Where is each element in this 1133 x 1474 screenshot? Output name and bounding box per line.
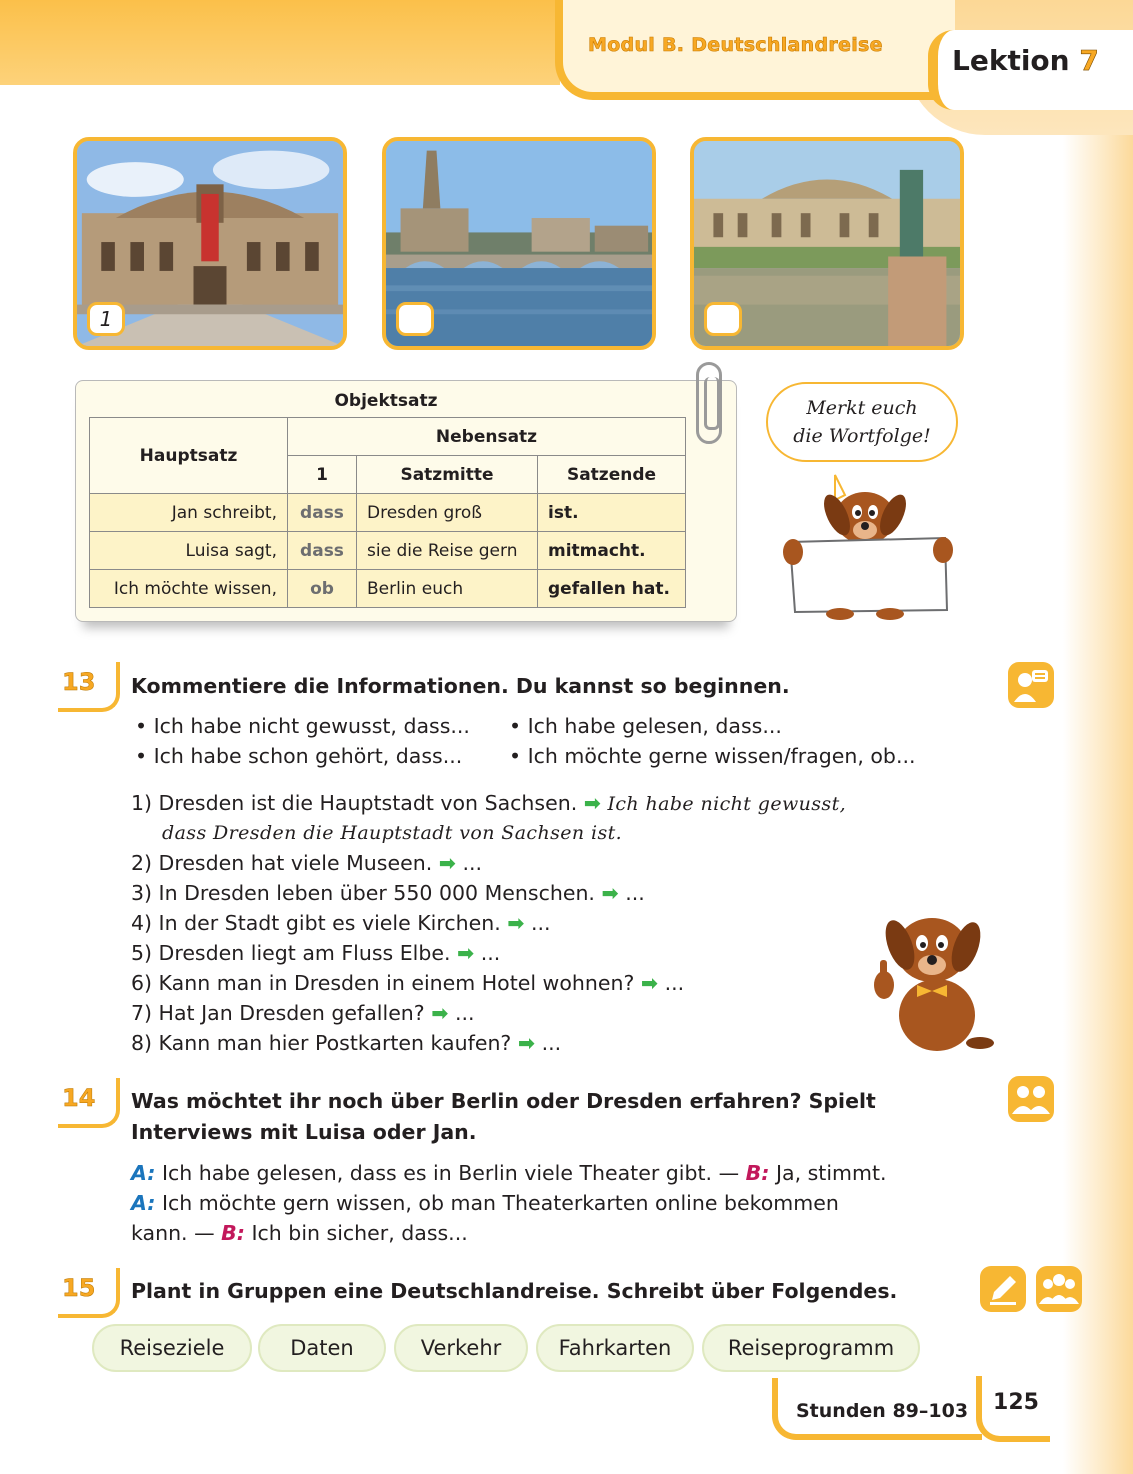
speech-pair-icon[interactable] bbox=[1008, 662, 1054, 708]
tag-fahrkarten: Fahrkarten bbox=[536, 1324, 694, 1372]
item-ellipsis: ... bbox=[454, 1001, 475, 1025]
green-arrow-icon: ➡ bbox=[601, 881, 619, 905]
dog-thumbs-up-icon bbox=[862, 905, 997, 1055]
dialogue-line-3 bbox=[131, 1218, 468, 1248]
item-text: 2) Dresden hat viele Museen. bbox=[131, 851, 433, 875]
cell-end: gefallen hat. bbox=[538, 570, 686, 608]
exercise-15-title: Plant in Gruppen eine Deutschlandreise. Schreibt über Folgendes. bbox=[131, 1279, 898, 1303]
lektion-number: 7 bbox=[1079, 44, 1099, 77]
tag-reiseziele: Reiseziele bbox=[92, 1324, 252, 1372]
dialogue-text: Ich bin sicher, dass... bbox=[251, 1221, 468, 1245]
green-arrow-icon: ➡ bbox=[457, 941, 475, 965]
tag-reiseprogramm: Reiseprogramm bbox=[702, 1324, 920, 1372]
green-arrow-icon: ➡ bbox=[640, 971, 659, 995]
item-ellipsis: ... bbox=[462, 851, 483, 875]
cell-main: Luisa sagt, bbox=[90, 532, 288, 570]
cell-main: Ich möchte wissen, bbox=[90, 570, 288, 608]
cell-main: Jan schreibt, bbox=[90, 494, 288, 532]
exercise-number-15: 15 bbox=[58, 1268, 120, 1318]
dialogue-text: kann. — bbox=[131, 1221, 215, 1245]
item-text: 5) Dresden liegt am Fluss Elbe. bbox=[131, 941, 451, 965]
tag-daten: Daten bbox=[258, 1324, 386, 1372]
list-item bbox=[131, 878, 645, 908]
photo-zwinger bbox=[690, 137, 964, 350]
cell-end: mitmacht. bbox=[538, 532, 686, 570]
speaker-b-label: B: bbox=[745, 1161, 770, 1185]
exercise-14-title-2: Interviews mit Luisa oder Jan. bbox=[131, 1120, 477, 1144]
header-nebensatz: Nebensatz bbox=[288, 418, 686, 456]
list-item bbox=[131, 968, 684, 998]
dialogue-text: Ich möchte gern wissen, ob man Theaterkarten online bekommen bbox=[161, 1191, 839, 1215]
pair-work-icon[interactable] bbox=[1008, 1076, 1054, 1122]
item-text: 3) In Dresden leben über 550 000 Menschen. bbox=[131, 881, 595, 905]
example-item bbox=[131, 788, 846, 819]
starter-2: • Ich habe gelesen, dass... bbox=[509, 714, 782, 738]
starter-1: • Ich habe nicht gewusst, dass... bbox=[135, 714, 470, 738]
grammar-table bbox=[89, 417, 686, 608]
table-row bbox=[90, 532, 686, 570]
speaker-a-label: A: bbox=[131, 1161, 156, 1185]
green-arrow-icon: ➡ bbox=[583, 791, 601, 815]
starter-3: • Ich habe schon gehört, dass... bbox=[135, 744, 463, 768]
group-work-icon[interactable] bbox=[1036, 1266, 1082, 1312]
green-arrow-icon: ➡ bbox=[438, 851, 456, 875]
item-text: 8) Kann man hier Postkarten kaufen? bbox=[131, 1031, 512, 1055]
speaker-b-label: B: bbox=[221, 1221, 245, 1245]
example-prompt: 1) Dresden ist die Hauptstadt von Sachsen. bbox=[131, 791, 578, 815]
example-answer-2: dass Dresden die Hauptstadt von Sachsen ist. bbox=[162, 822, 623, 844]
paperclip-icon bbox=[696, 362, 722, 444]
photo-badge-3[interactable] bbox=[704, 302, 742, 336]
table-row bbox=[90, 494, 686, 532]
header-satzende: Satzende bbox=[538, 456, 686, 494]
green-arrow-icon: ➡ bbox=[431, 1001, 449, 1025]
page-number: 125 bbox=[976, 1376, 1050, 1442]
cell-conjunction: dass bbox=[288, 532, 357, 570]
item-ellipsis: ... bbox=[664, 971, 685, 995]
table-row bbox=[90, 570, 686, 608]
dog-with-sign-icon bbox=[775, 470, 960, 620]
exercise-14-title-1: Was möchtet ihr noch über Berlin oder Dresden erfahren? Spielt bbox=[131, 1089, 876, 1113]
footer-stunden bbox=[772, 1378, 982, 1440]
item-text: 7) Hat Jan Dresden gefallen? bbox=[131, 1001, 425, 1025]
cell-conjunction: dass bbox=[288, 494, 357, 532]
grammar-title: Objektsatz bbox=[334, 391, 438, 411]
list-item bbox=[131, 848, 482, 878]
dialogue-line-1 bbox=[131, 1158, 887, 1188]
item-text: 6) Kann man in Dresden in einem Hotel wohnen? bbox=[131, 971, 635, 995]
bubble-line-2: die Wortfolge! bbox=[793, 425, 931, 447]
cell-middle: sie die Reise gern bbox=[357, 532, 538, 570]
speaker-a-label: A: bbox=[131, 1191, 156, 1215]
photo-badge-2[interactable] bbox=[396, 302, 434, 336]
pencil-icon[interactable] bbox=[980, 1266, 1026, 1312]
exercise-13-title: Kommentiere die Informationen. Du kannst so beginnen. bbox=[131, 674, 790, 698]
header-position-1: 1 bbox=[288, 456, 357, 494]
speech-bubble bbox=[766, 382, 958, 462]
item-ellipsis: ... bbox=[530, 911, 551, 935]
item-text: 4) In der Stadt gibt es viele Kirchen. bbox=[131, 911, 501, 935]
item-ellipsis: ... bbox=[480, 941, 501, 965]
cell-conjunction: ob bbox=[288, 570, 357, 608]
green-arrow-icon: ➡ bbox=[517, 1031, 536, 1055]
modul-title: Modul B. Deutschlandreise bbox=[588, 34, 883, 56]
photo-badge-1[interactable]: 1 bbox=[87, 302, 125, 336]
list-item bbox=[131, 1028, 561, 1058]
cell-end: ist. bbox=[538, 494, 686, 532]
bubble-line-1: Merkt euch bbox=[806, 397, 918, 419]
header-band bbox=[0, 0, 560, 85]
example-answer-1: Ich habe nicht gewusst, bbox=[607, 793, 847, 815]
stunden-label: Stunden 89–103 bbox=[796, 1400, 969, 1422]
item-ellipsis: ... bbox=[541, 1031, 562, 1055]
dialogue-text: Ich habe gelesen, dass es in Berlin viele Theater gibt. — bbox=[161, 1161, 740, 1185]
header-hauptsatz: Hauptsatz bbox=[90, 418, 288, 494]
list-item bbox=[131, 998, 475, 1028]
lektion-word: Lektion bbox=[952, 44, 1070, 77]
lektion-title bbox=[952, 44, 1099, 77]
cell-middle: Berlin euch bbox=[357, 570, 538, 608]
tag-verkehr: Verkehr bbox=[394, 1324, 528, 1372]
exercise-number-13: 13 bbox=[58, 662, 120, 712]
photo-opera-house bbox=[73, 137, 347, 350]
grammar-box bbox=[75, 380, 737, 622]
list-item bbox=[131, 908, 551, 938]
list-item bbox=[131, 938, 500, 968]
starter-4: • Ich möchte gerne wissen/fragen, ob... bbox=[509, 744, 916, 768]
green-arrow-icon: ➡ bbox=[507, 911, 525, 935]
cell-middle: Dresden groß bbox=[357, 494, 538, 532]
page-edge-gradient bbox=[1063, 0, 1133, 1474]
photo-dresden-skyline bbox=[382, 137, 656, 350]
dialogue-line-2 bbox=[131, 1188, 839, 1218]
dialogue-text: Ja, stimmt. bbox=[775, 1161, 887, 1185]
item-ellipsis: ... bbox=[625, 881, 645, 905]
header-satzmitte: Satzmitte bbox=[357, 456, 538, 494]
exercise-number-14: 14 bbox=[58, 1078, 120, 1128]
